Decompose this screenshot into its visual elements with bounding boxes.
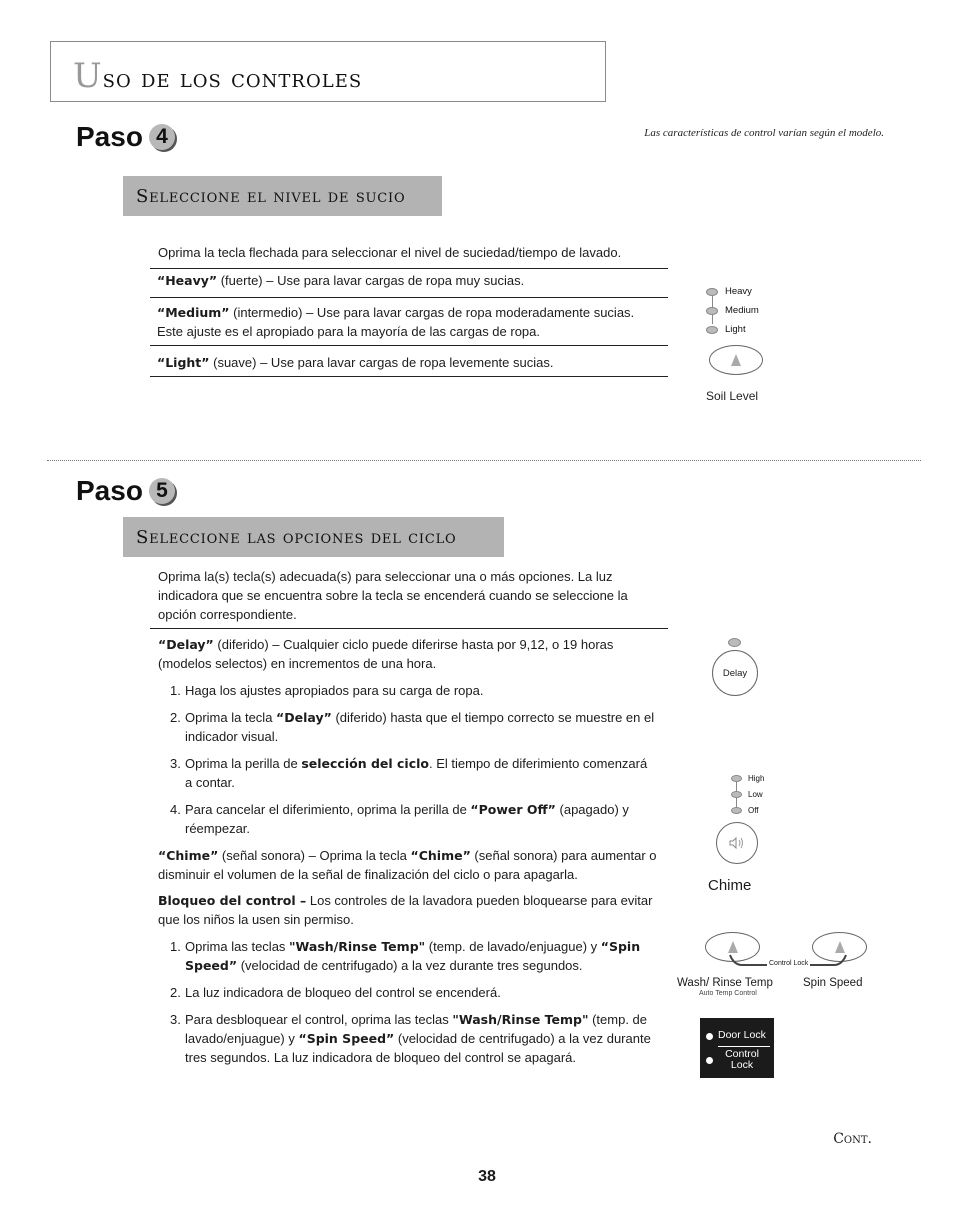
chime-paragraph: “Chime” (señal sonora) – Oprima la tecla “Chime” (señal sonora) para aumentar o disminuir el volumen de la señal de finalización del ciclo o para apagarla. [158, 848, 657, 882]
chime-label: Chime [708, 877, 752, 894]
spin-speed-label: Spin Speed [803, 977, 863, 989]
soil-led-heavy-label: Heavy [725, 286, 752, 297]
soil-medium-text: (intermedio) – Use para lavar cargas de ropa moderadamente sucias. Este ajuste es el apropiado para la mayoría de las cargas de ropa. [157, 305, 635, 339]
section-soil-level [123, 176, 442, 216]
control-lock-label: Control Lock [725, 1048, 759, 1071]
paso-5-label: Paso [76, 475, 143, 506]
paso-5-number: 5 [149, 478, 175, 504]
options-body [158, 635, 658, 1075]
soil-row-heavy [157, 271, 662, 290]
rule [150, 628, 668, 629]
arrow-up-icon [835, 941, 845, 953]
paso-4-heading [76, 121, 175, 153]
rule [150, 345, 668, 346]
control-lock-led [706, 1057, 713, 1064]
delay-term: “Delay” [158, 637, 214, 652]
dotted-separator [47, 460, 921, 461]
title-initial: U [73, 56, 103, 96]
lock-step: 1. Oprima las teclas "Wash/Rinse Temp" (temp. de lavado/enjuague) y “Spin Speed” (velocidad de centrifugado) a la vez durante tres segundos. [170, 939, 641, 973]
delay-step: 4. Para cancelar el diferimiento, oprima la perilla de “Power Off” (apagado) y réempezar. [170, 802, 629, 836]
section-cycle-options-title: Seleccione las opciones del ciclo [136, 526, 457, 548]
chime-low-label: Low [748, 790, 763, 799]
lock-paragraph: Bloqueo del control – Los controles de la lavadora pueden bloquearse para evitar que los niños la usen sin permiso. [158, 893, 653, 927]
chime-high-label: High [748, 774, 765, 783]
soil-level-label: Soil Level [706, 389, 759, 403]
soil-intro: Oprima la tecla flechada para seleccionar el nivel de suciedad/tiempo de lavado. [158, 245, 622, 260]
page-title [73, 56, 362, 96]
lock-indicator-panel [700, 1018, 774, 1078]
paso-5-heading [76, 475, 175, 507]
arrow-up-icon [731, 354, 741, 366]
soil-led-light [706, 324, 746, 335]
soil-row-medium [157, 303, 662, 341]
soil-row-light [157, 353, 662, 372]
delay-step: 2. Oprima la tecla “Delay” (diferido) hasta que el tiempo correcto se muestre en el indicador visual. [170, 710, 655, 744]
continued-label: Cont. [833, 1131, 872, 1147]
section-cycle-options [123, 517, 504, 557]
lock-step: 3. Para desbloquear el control, oprima las teclas "Wash/Rinse Temp" (temp. de lavado/enjuague) y “Spin Speed” (velocidad de centrifugado) a la vez durante tres segundos. La luz indicadora de bloqueo del control se apagará. [170, 1012, 651, 1065]
soil-heavy-term: “Heavy” [157, 273, 218, 288]
speaker-icon [729, 837, 745, 849]
rule [150, 376, 668, 377]
door-lock-led [706, 1033, 713, 1040]
chime-button[interactable] [716, 822, 758, 864]
delay-button[interactable] [712, 650, 758, 696]
lock-step: 2. La luz indicadora de bloqueo del control se encenderá. [170, 985, 501, 1000]
paso-4-number: 4 [149, 124, 175, 150]
delay-led [728, 638, 741, 647]
wash-rinse-label: Wash/ Rinse Temp [677, 977, 773, 989]
soil-led-medium-label: Medium [725, 305, 759, 316]
soil-led-medium [706, 305, 759, 316]
soil-heavy-text: (fuerte) – Use para lavar cargas de ropa muy sucias. [217, 273, 525, 288]
control-lock-small-label: Control Lock [769, 960, 809, 967]
auto-temp-label: Auto Temp Control [699, 990, 757, 997]
rule [150, 297, 668, 298]
soil-light-text: (suave) – Use para lavar cargas de ropa levemente sucias. [209, 355, 554, 370]
soil-led-heavy [706, 286, 752, 297]
model-note: Las características de control varían según el modelo. [644, 127, 884, 139]
delay-text: (diferido) – Cualquier ciclo puede diferirse hasta por 9,12, o 19 horas (modelos selectos) en incrementos de una hora. [158, 637, 614, 671]
page-number: 38 [478, 1168, 496, 1185]
arrow-up-icon [728, 941, 738, 953]
title-rest: so de los controles [102, 64, 363, 94]
paso-4-label: Paso [76, 121, 143, 152]
soil-medium-term: “Medium” [157, 305, 230, 320]
chime-off-label: Off [748, 806, 759, 815]
soil-level-button[interactable] [709, 345, 763, 375]
options-intro: Oprima la(s) tecla(s) adecuada(s) para seleccionar una o más opciones. La luz indicadora que se encuentra sobre la tecla se encenderá cuando se seleccione la opción correspondiente. [158, 569, 628, 622]
section-soil-level-title: Seleccione el nivel de sucio [136, 185, 406, 207]
header-box [50, 41, 606, 102]
soil-led-light-label: Light [725, 324, 746, 335]
delay-step: 1. Haga los ajustes apropiados para su carga de ropa. [170, 683, 484, 698]
delay-steps [158, 681, 658, 838]
door-lock-label: Door Lock [718, 1029, 766, 1041]
delay-paragraph [158, 635, 658, 673]
soil-light-term: “Light” [157, 355, 210, 370]
delay-button-label: Delay [722, 667, 748, 679]
rule [150, 268, 668, 269]
lock-steps [158, 937, 658, 1067]
delay-step: 3. Oprima la perilla de selección del ciclo. El tiempo de diferimiento comenzará a contar. [170, 756, 648, 790]
